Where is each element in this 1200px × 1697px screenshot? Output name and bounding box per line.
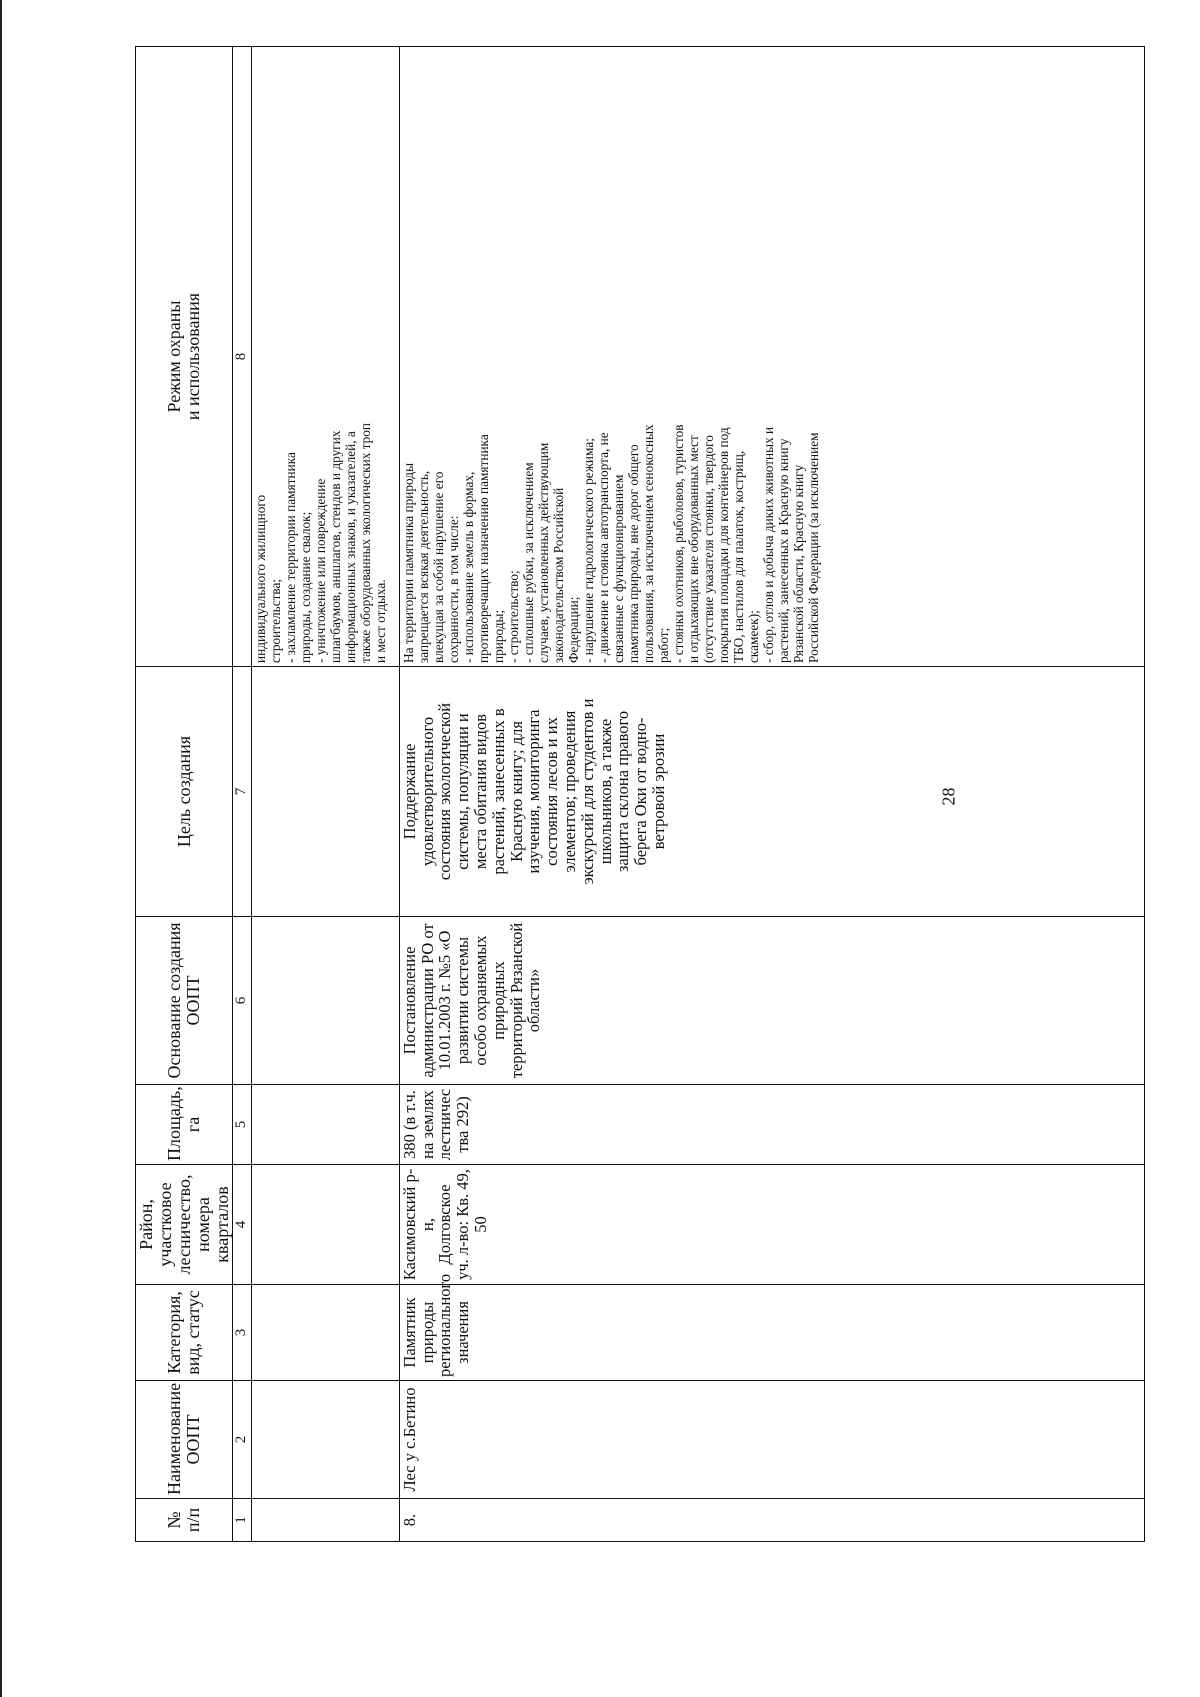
header-row <box>136 47 233 1542</box>
colnum-4: 4 <box>233 1165 251 1285</box>
row-category: Памятник природы регионального значения <box>399 1285 1144 1381</box>
row-name: Лес у с.Бетино <box>399 1381 1144 1499</box>
regime-line: - движение и стоянка автотранспорта, не <box>595 432 611 663</box>
scan-edge <box>0 0 2 1697</box>
regime-line: законодательством Российской <box>550 487 566 663</box>
row-basis: Постановление администрации РО от 10.01.2003 г. №5 «О развитии системы особо охраняемых природных территорий Рязанской области» <box>399 917 1144 1085</box>
regime-line: памятника природы, вне дорог общего <box>625 444 641 663</box>
regime-line: Российской Федерации (за исключением <box>806 432 822 663</box>
regime-line: Рязанской области, Красную книгу <box>791 464 807 663</box>
regime-line: также оборудованных экологических троп <box>357 422 373 663</box>
regime-line: растений, занесенных в Красную книгу <box>776 438 792 663</box>
header-purpose: Цель создания <box>136 667 233 917</box>
regime-line: - сбор, отлов и добыча диких животных и <box>761 426 777 663</box>
header-regime: Режим охраны и использования <box>136 47 233 667</box>
regime-line: - захламление территории памятника <box>282 452 298 663</box>
regime-line: работ; <box>655 627 671 663</box>
regime-line: сохранности, в том числе: <box>445 515 461 663</box>
regime-line: строительства; <box>267 578 283 663</box>
colnum-1: 1 <box>233 1499 251 1542</box>
header-num: № п/п <box>136 1499 233 1542</box>
regime-line: противоречащих назначению памятника <box>475 434 491 663</box>
row-area: 380 (в т.ч. на землях лестничес тва 292) <box>399 1085 1144 1165</box>
header-location: Район, участковое лесничество, номера кварталов <box>136 1165 233 1285</box>
regime-line: природы, создание свалок; <box>297 511 313 663</box>
table-row <box>399 47 1144 1542</box>
header-area: Площадь, га <box>136 1085 233 1165</box>
regime-line: скамеек); <box>746 610 762 663</box>
regime-line: и мест отдыха. <box>372 579 388 663</box>
rotated-page <box>135 47 1137 1542</box>
colnum-5: 5 <box>233 1085 251 1165</box>
regime-line: На территории памятника природы <box>400 462 416 663</box>
colnum-3: 3 <box>233 1285 251 1381</box>
page-number: 28 <box>938 787 959 806</box>
continuation-regime-cell <box>251 47 399 667</box>
row-regime <box>399 47 1144 667</box>
regime-line: индивидуального жилищного <box>252 494 268 663</box>
regime-line: влекущая за собой нарушение его <box>430 471 446 663</box>
regime-line: - использование земель в формах, <box>460 471 476 663</box>
regime-line: покрытия площадки для контейнеров под <box>716 427 732 663</box>
regime-line: Федерации; <box>565 596 581 663</box>
row-location: Касимовский р-н, Долговское уч. л-во: Кв. 49, 50 <box>399 1165 1144 1285</box>
colnum-6: 6 <box>233 917 251 1085</box>
regime-line: пользования, за исключением сенокосных <box>640 424 656 663</box>
regime-line: случаев, установленных действующим <box>535 442 551 663</box>
header-category: Категория, вид, статус <box>136 1285 233 1381</box>
row-purpose: Поддержание удовлетворительного состояния экологической системы, популяции и места обитания видов растений, занесенных в Красную книгу; для изучения, мониторинга состояния лесов и их элементов; проведения экскурсий для студентов и школьников, а также защита склона правого берега Оки от водно- ветровой эрозии <box>399 667 1144 917</box>
oopt-table <box>135 46 1145 1542</box>
regime-line: ТБО, настилов для палаток, кострищ, <box>731 450 747 663</box>
continuation-regime-list <box>253 50 388 663</box>
regime-line: - стоянки охотников, рыболовов, туристов <box>670 424 686 663</box>
header-basis: Основание создания ООПТ <box>136 917 233 1085</box>
regime-line: запрещается всякая деятельность, <box>415 470 431 663</box>
regime-line: связанные с функционированием <box>610 474 626 663</box>
colnum-7: 7 <box>233 667 251 917</box>
column-number-row <box>233 47 251 1542</box>
colnum-2: 2 <box>233 1381 251 1499</box>
regime-line: - уничтожение или повреждение <box>312 478 328 663</box>
row-num: 8. <box>399 1499 1144 1542</box>
header-name: Наименование ООПТ <box>136 1381 233 1499</box>
regime-line: - сплошные рубки, за исключением <box>520 462 536 663</box>
continuation-row <box>251 47 399 1542</box>
regime-line: - строительство; <box>505 570 521 663</box>
colnum-8: 8 <box>233 47 251 667</box>
regime-line: шлагбаумов, аншлагов, стендов и других <box>327 430 343 663</box>
regime-line: и отдыхающих вне оборудованных мест <box>686 435 701 663</box>
regime-line: природы; <box>490 609 506 663</box>
regime-line: (отсутствие указателя стоянки, твердого <box>701 435 717 663</box>
regime-list <box>401 50 821 663</box>
regime-line: информационных знаков, и указателей, а <box>342 431 358 663</box>
regime-line: - нарушение гидрологического режима; <box>580 438 596 663</box>
